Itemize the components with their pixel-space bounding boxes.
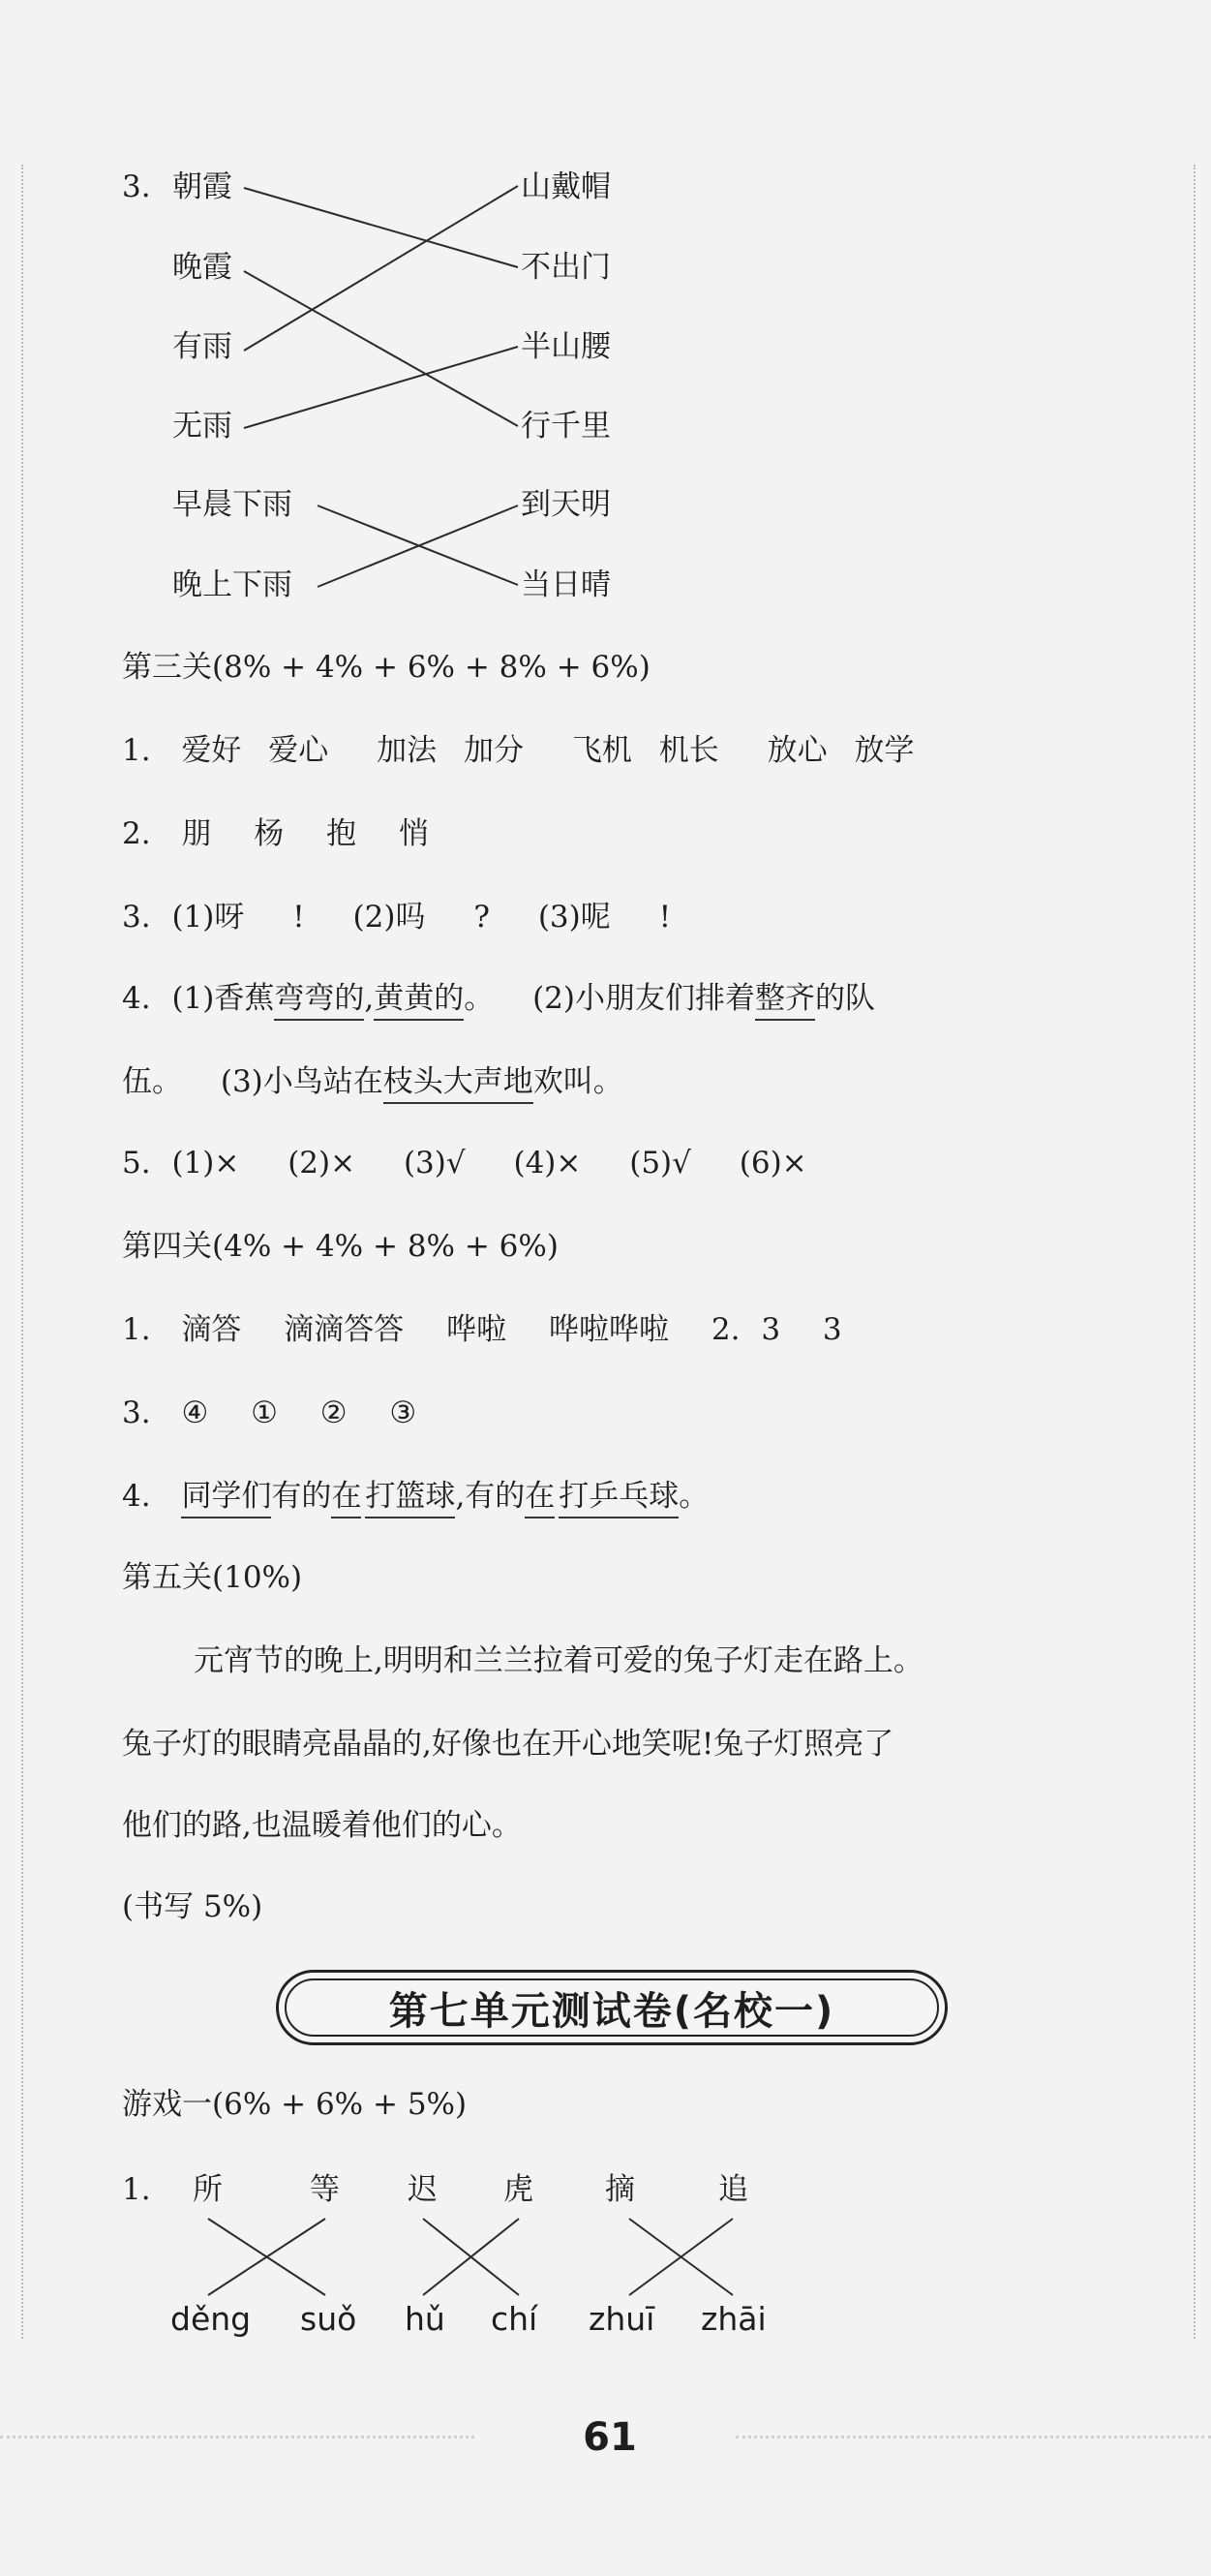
left-margin-rule [21, 165, 23, 2339]
match-left-item: 有雨 [172, 329, 232, 364]
underlined-phrase: 枝头 [383, 1064, 443, 1104]
answer-value: 3 [761, 1312, 781, 1347]
right-margin-rule [1194, 165, 1196, 2339]
underlined-phrase: 打篮球 [365, 1479, 455, 1518]
answer-text: ,有的 [455, 1479, 526, 1514]
order-answer: ③ [389, 1395, 417, 1430]
answer-line [122, 733, 915, 768]
order-answer: ② [319, 1395, 348, 1430]
answer-line [122, 1146, 807, 1181]
pinyin-item: děng [170, 2300, 252, 2338]
order-answer: ① [251, 1395, 278, 1430]
answer-line [122, 1395, 417, 1430]
char-item: 摘 [605, 2172, 635, 2207]
char-item: 迟 [408, 2172, 438, 2207]
answer-line [122, 900, 672, 935]
sample-paragraph-line: 元宵节的晚上,明明和兰兰拉着可爱的兔子灯走在路上。 [194, 1643, 923, 1678]
question-number: 1. [122, 733, 151, 768]
underlined-phrase: 在 [525, 1479, 555, 1518]
judgement-answer: (5)√ [629, 1146, 691, 1181]
answer-word: 哗啦哗啦 [549, 1312, 670, 1347]
char-item: 追 [718, 2172, 748, 2207]
answer-item: (1)呀 [171, 900, 245, 935]
sample-paragraph-line: 兔子灯的眼睛亮晶晶的,好像也在开心地笑呢!兔子灯照亮了 [122, 1727, 894, 1762]
answer-item: (3)呢 [537, 900, 611, 935]
char-item: 虎 [503, 2172, 533, 2207]
answer-word: 加分 [464, 733, 525, 768]
answer-text: 。 [679, 1479, 710, 1514]
judgement-answer: (4)× [513, 1146, 582, 1181]
answer-char: 抱 [326, 816, 357, 851]
answer-text: (1)香蕉 [171, 981, 275, 1016]
question-number: 4. [122, 1479, 151, 1514]
answer-line [122, 816, 430, 851]
match-line [629, 2219, 733, 2295]
question-number: 4. [122, 981, 151, 1016]
judgement-answer: (2)× [288, 1146, 356, 1181]
match-line [318, 506, 518, 585]
match-left-item: 晚上下雨 [172, 567, 292, 602]
footer-band-left [0, 2436, 474, 2438]
answer-text: 伍。 [122, 1064, 182, 1099]
pinyin-item: hǔ [405, 2300, 445, 2338]
section-title: 第三关(8% + 4% + 6% + 8% + 6%) [122, 650, 651, 685]
match-line [208, 2219, 325, 2295]
match-line [629, 2219, 733, 2295]
answer-word: 机长 [658, 733, 719, 768]
match-left-item: 早晨下雨 [172, 487, 292, 522]
answer-line [122, 981, 875, 1016]
pinyin-item: chí [491, 2300, 538, 2338]
answer-text: (2)小朋友们排着 [532, 981, 755, 1016]
order-answer: ④ [181, 1395, 209, 1430]
punctuation-answer: ! [658, 900, 672, 935]
question-number: 2. [122, 816, 151, 851]
question-number: 5. [122, 1146, 151, 1181]
match-line [318, 506, 518, 587]
answer-text: 欢叫。 [532, 1064, 623, 1099]
underlined-phrase: 在 [331, 1479, 361, 1518]
answer-char: 朋 [181, 816, 212, 851]
pinyin-item: zhāi [701, 2300, 767, 2338]
question-number: 1. [122, 1312, 151, 1347]
match-number: 3. [122, 169, 151, 204]
match-line [423, 2219, 519, 2295]
answer-item: (2)吗 [352, 900, 426, 935]
underlined-phrase: 黄黄的 [374, 981, 464, 1021]
test-title: 第七单元测试卷(名校一) [285, 1978, 939, 2037]
answer-word: 放心 [767, 733, 828, 768]
punctuation-answer: ? [473, 900, 490, 935]
underlined-phrase: 弯弯的 [274, 981, 364, 1021]
match-line [244, 186, 518, 351]
section-title: 第四关(4% + 4% + 8% + 6%) [122, 1229, 559, 1264]
test-title-banner [276, 1970, 948, 2045]
match-right-item: 到天明 [521, 487, 611, 522]
section-title: 游戏一(6% + 6% + 5%) [122, 2087, 468, 2122]
match-right-item: 山戴帽 [521, 169, 611, 204]
section-title: 第五关(10%) [122, 1560, 303, 1595]
question-number: 3. [122, 1395, 151, 1430]
answer-word: 哗啦 [446, 1312, 507, 1347]
judgement-answer: (1)× [171, 1146, 240, 1181]
match-left-item: 晚霞 [172, 250, 232, 285]
match-right-item: 半山腰 [521, 329, 611, 364]
answer-text: 。 [464, 981, 495, 1016]
answer-word: 加法 [377, 733, 438, 768]
char-item: 所 [193, 2172, 223, 2207]
footer-band-right [736, 2436, 1211, 2438]
answer-line [122, 1479, 710, 1514]
pinyin-item: suǒ [300, 2300, 357, 2338]
answer-word: 滴答 [181, 1312, 242, 1347]
answer-text: , [364, 981, 375, 1016]
answer-char: 杨 [254, 816, 285, 851]
answer-char: 悄 [399, 816, 430, 851]
match-line [244, 347, 518, 428]
judgement-answer: (6)× [739, 1146, 807, 1181]
match-left-item: 朝霞 [172, 169, 232, 204]
answer-text: 有的 [271, 1479, 332, 1514]
answer-word: 飞机 [571, 733, 632, 768]
match-line [244, 271, 518, 426]
match-line [423, 2219, 519, 2295]
underlined-phrase: 打乒乓球 [559, 1479, 679, 1518]
underlined-phrase: 大声地 [443, 1064, 533, 1104]
match-line [244, 188, 518, 267]
answer-text: (3)小鸟站在 [220, 1064, 383, 1099]
page-number: 61 [583, 2415, 637, 2460]
underlined-phrase: 同学们 [181, 1479, 271, 1518]
answer-line [122, 1064, 623, 1099]
match-left-item: 无雨 [172, 409, 232, 444]
match-right-item: 行千里 [521, 409, 611, 444]
answer-word: 爱好 [181, 733, 242, 768]
judgement-answer: (3)√ [403, 1146, 466, 1181]
answer-word: 滴滴答答 [284, 1312, 405, 1347]
match-line [208, 2219, 325, 2295]
answer-word: 爱心 [268, 733, 329, 768]
question-number: 2. [711, 1312, 741, 1347]
sample-paragraph-line: 他们的路,也温暖着他们的心。 [122, 1808, 522, 1843]
question-number: 3. [122, 900, 151, 935]
match-right-item: 当日晴 [521, 567, 611, 602]
handwriting-note: (书写 5%) [122, 1889, 263, 1924]
char-item: 等 [310, 2172, 340, 2207]
answer-text: 的队 [815, 981, 875, 1016]
underlined-phrase: 整齐 [755, 981, 815, 1021]
punctuation-answer: ! [292, 900, 305, 935]
match-right-item: 不出门 [521, 250, 611, 285]
answer-value: 3 [822, 1312, 842, 1347]
question-number: 1. [122, 2172, 151, 2207]
answer-word: 放学 [854, 733, 915, 768]
pinyin-item: zhuī [589, 2300, 655, 2338]
answer-line [122, 1312, 842, 1347]
